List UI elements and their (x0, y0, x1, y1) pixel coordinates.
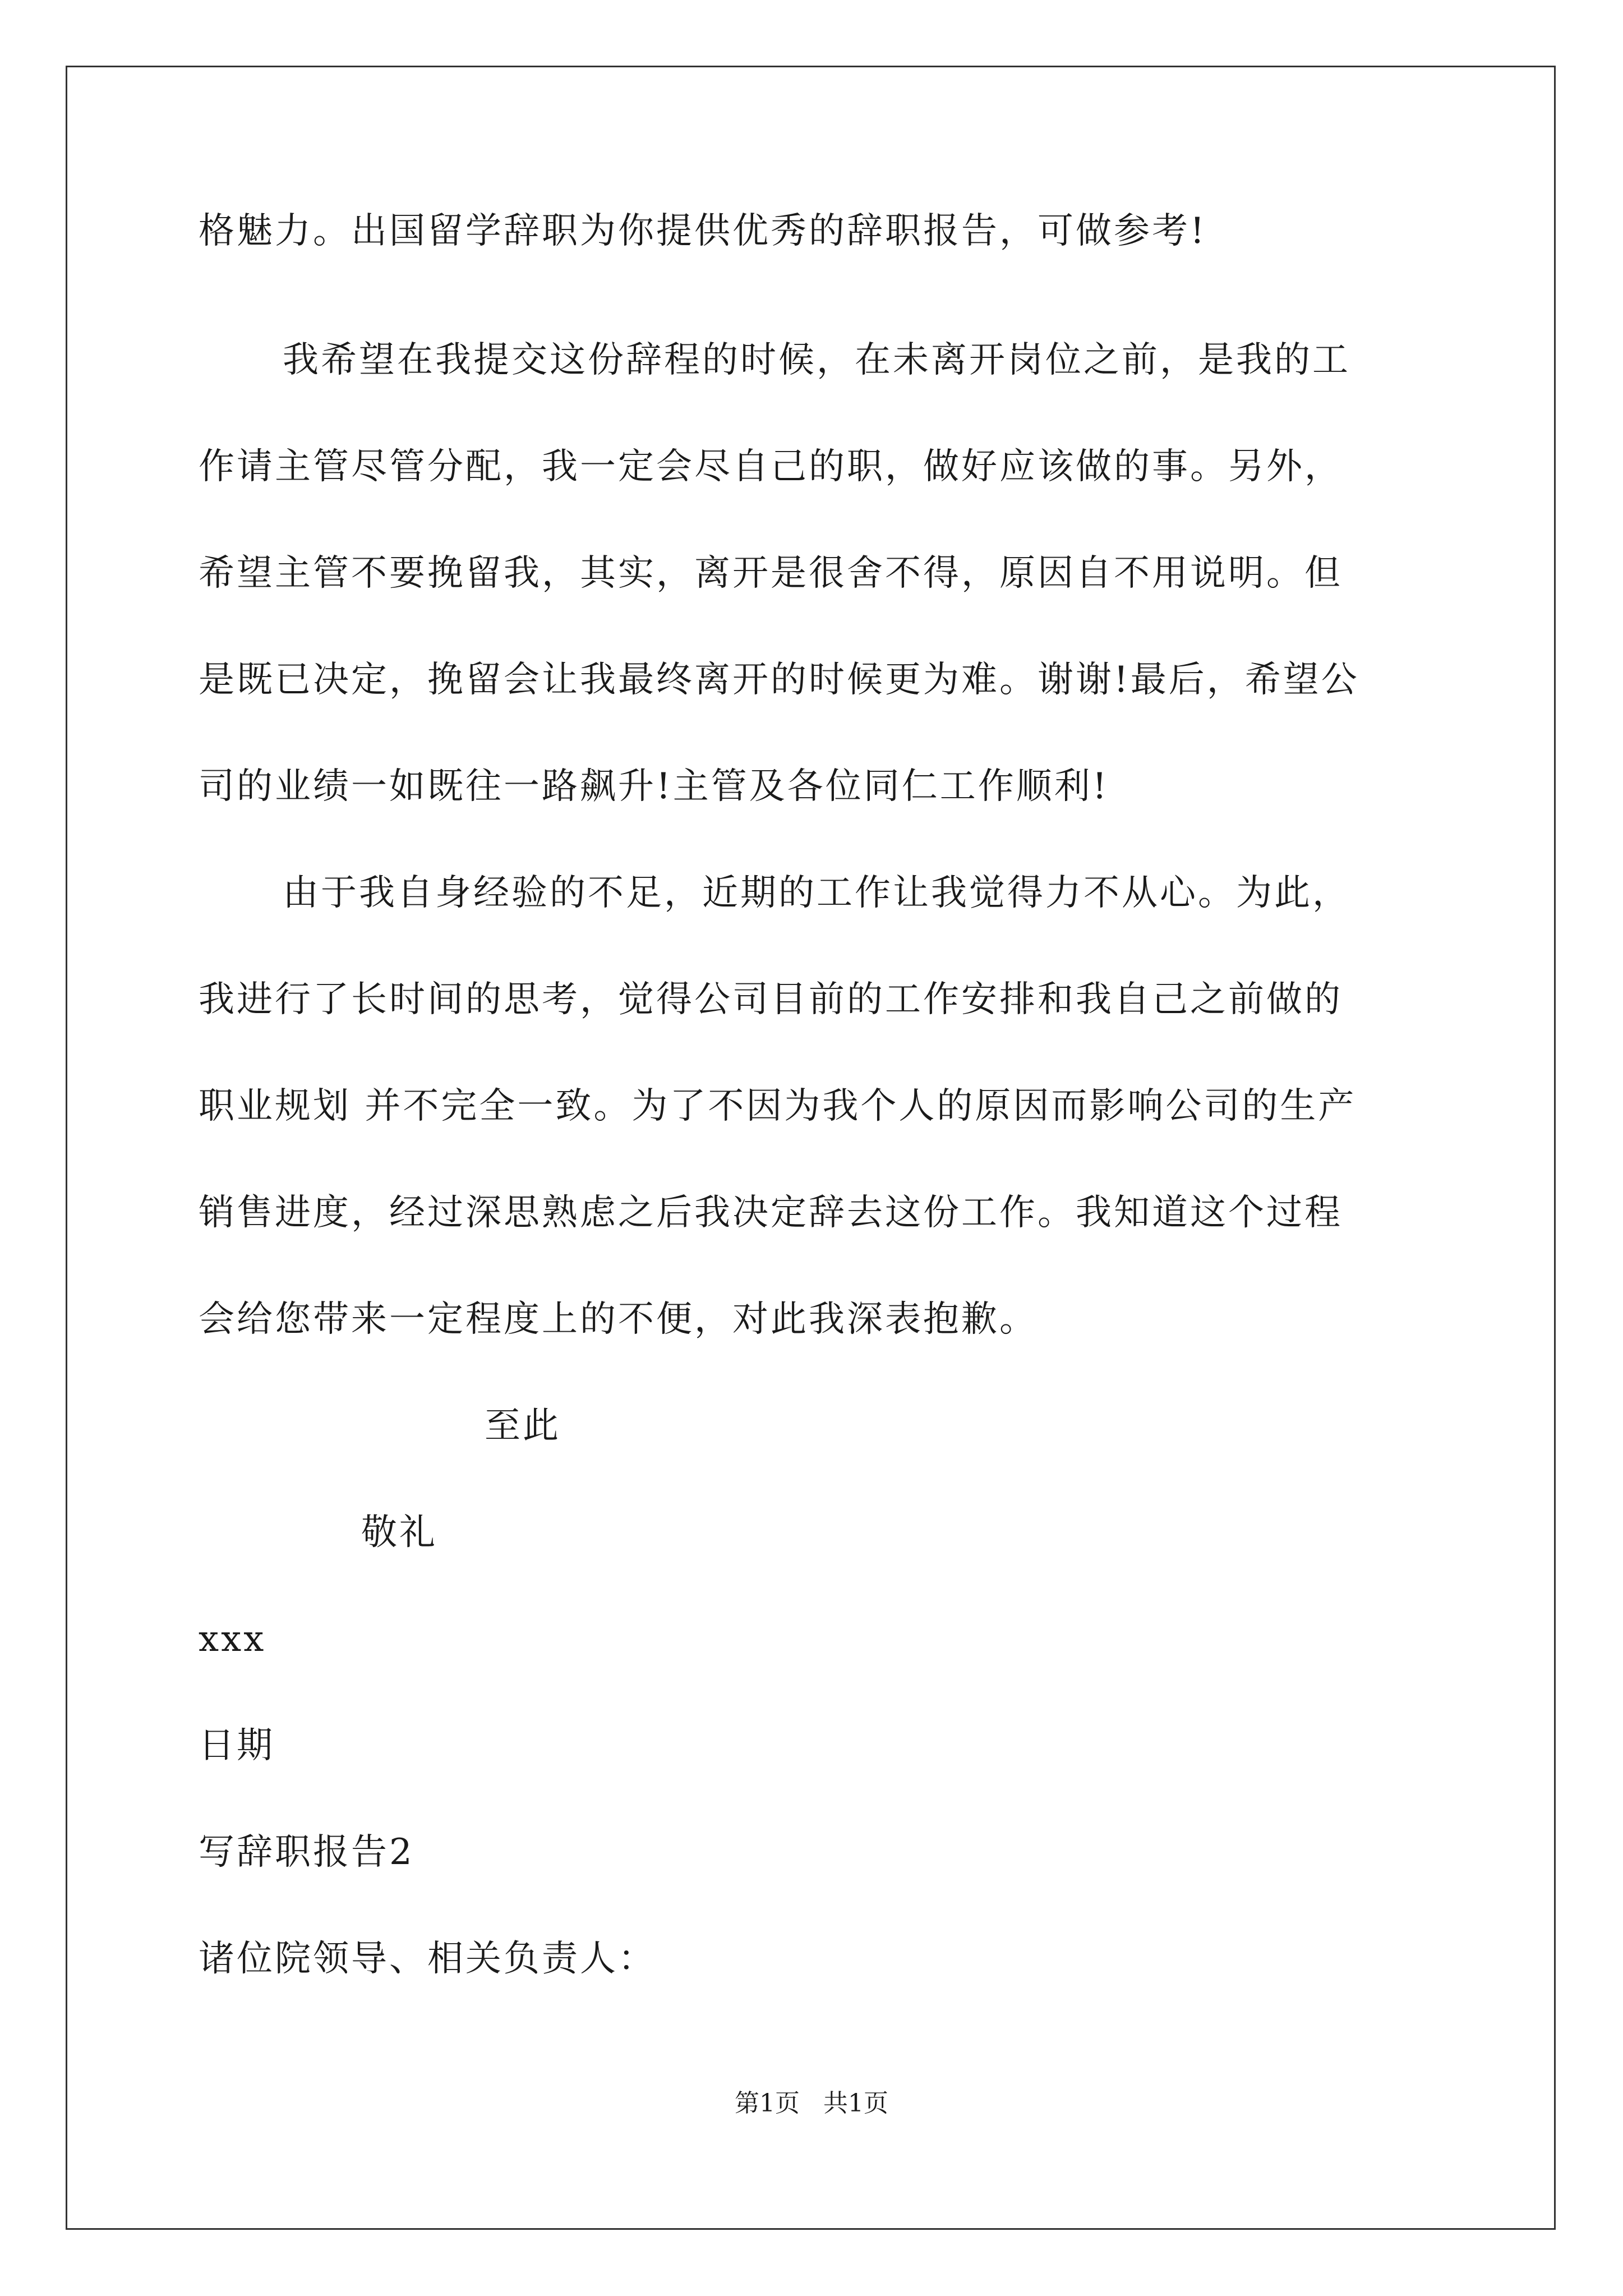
text-line: 作请主管尽管分配，我一定会尽自己的职，做好应该做的事。另外， (199, 446, 1343, 487)
closing-phrase: 至此 (485, 1405, 561, 1447)
page-number-footer: 第1页 共1页 (735, 2089, 888, 2118)
section-heading: 写辞职报告2 (199, 1832, 414, 1873)
text-line: 职业规划 并不完全一致。为了不因为我个人的原因而影响公司的生产 (199, 1085, 1357, 1127)
addressee-line: 诸位院领导、相关负责人： (199, 1938, 656, 1980)
text-line: 希望主管不要挽留我，其实，离开是很舍不得，原因自不用说明。但 (199, 553, 1343, 594)
text-line: 会给您带来一定程度上的不便，对此我深表抱歉。 (199, 1299, 1038, 1340)
paragraph-first-line: 我希望在我提交这份辞程的时候，在未离开岗位之前，是我的工 (283, 339, 1350, 381)
page-border (66, 66, 1556, 2230)
text-line: 我进行了长时间的思考，觉得公司目前的工作安排和我自己之前做的 (199, 979, 1343, 1020)
text-line: 司的业绩一如既往一路飙升!主管及各位同仁工作顺利! (199, 766, 1109, 807)
salutation: 敬礼 (361, 1512, 437, 1553)
text-line: 是既已决定，挽留会让我最终离开的时候更为难。谢谢!最后，希望公 (199, 659, 1359, 701)
text-line: 格魅力。出国留学辞职为你提供优秀的辞职报告，可做参考! (199, 210, 1207, 252)
date-label: 日期 (199, 1725, 275, 1766)
paragraph-first-line: 由于我自身经验的不足，近期的工作让我觉得力不从心。为此， (283, 872, 1350, 914)
signature-name: xxx (199, 1618, 266, 1660)
text-line: 销售进度，经过深思熟虑之后我决定辞去这份工作。我知道这个过程 (199, 1192, 1343, 1234)
